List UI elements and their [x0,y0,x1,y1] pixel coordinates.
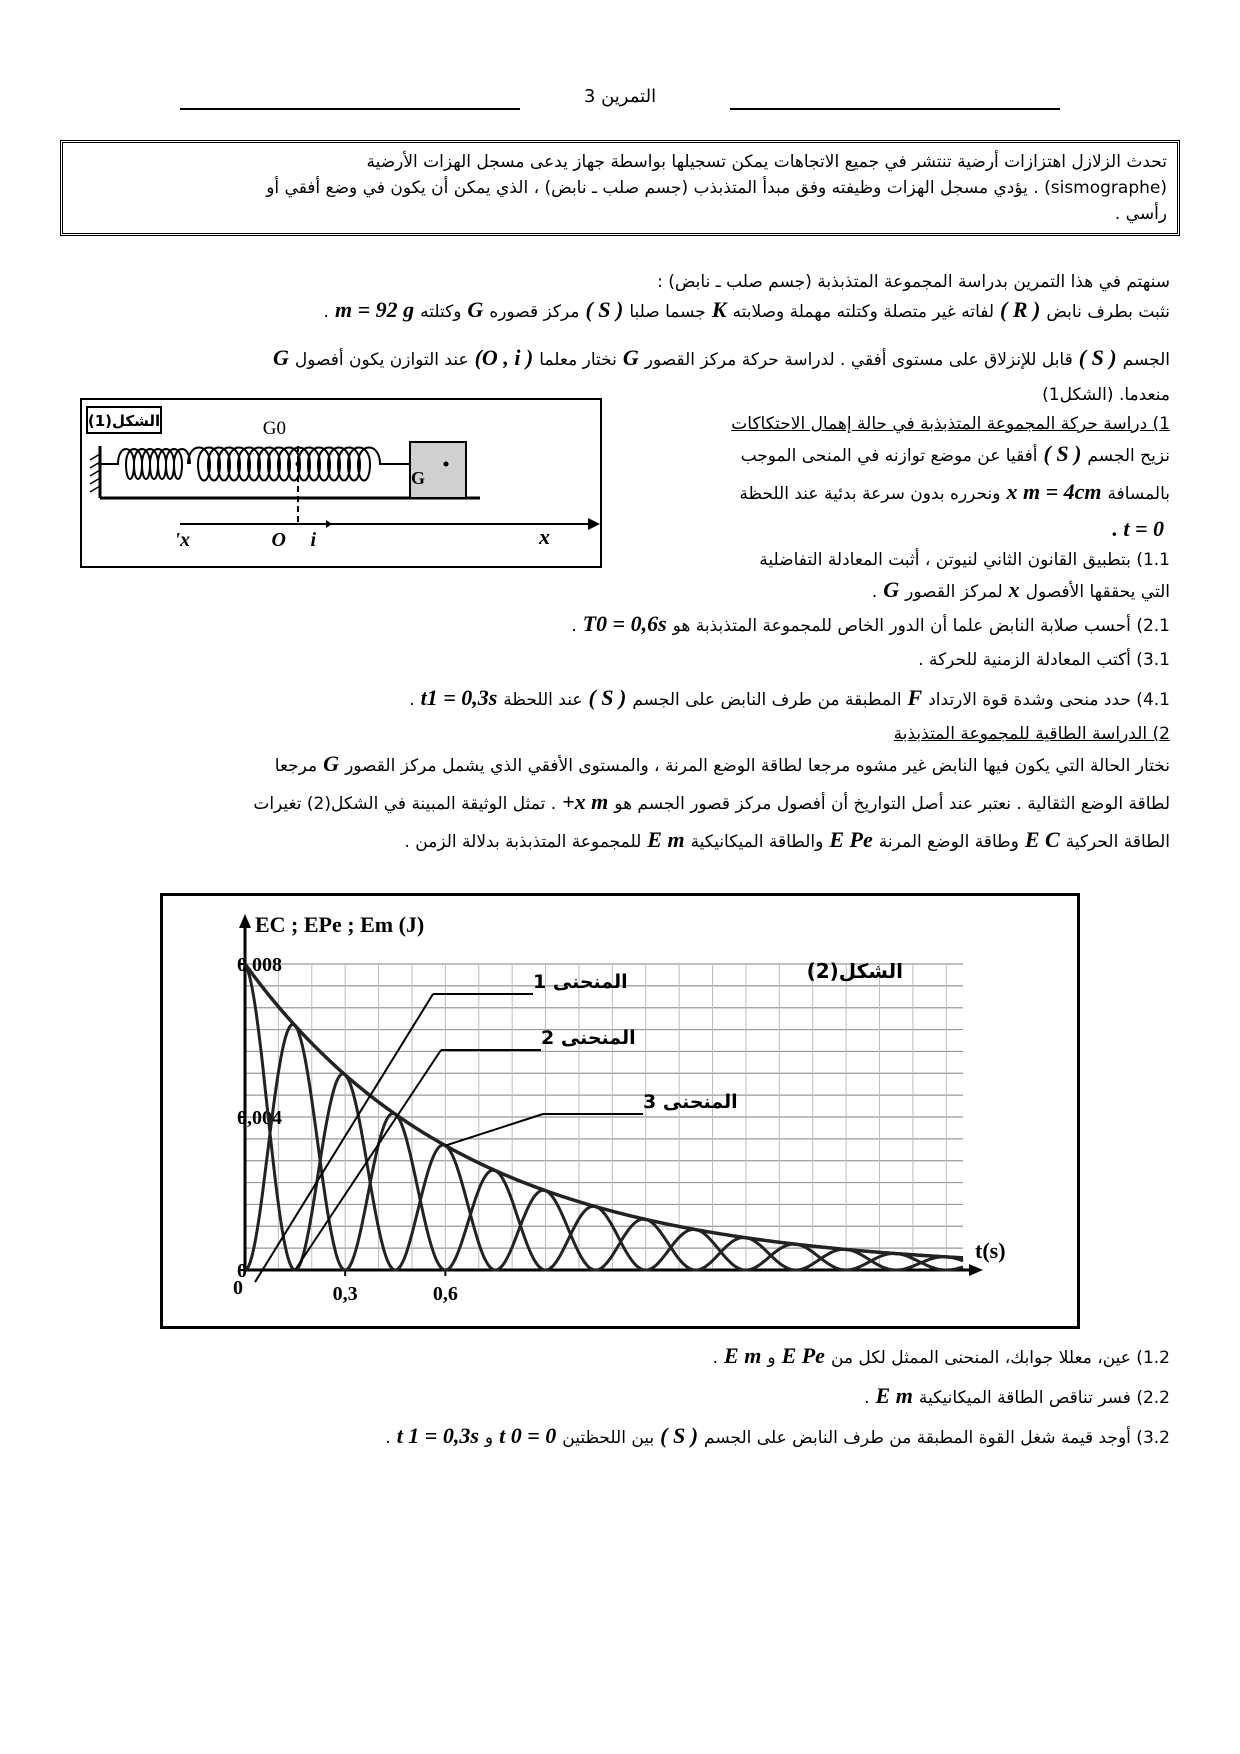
question-3-1: 3.1) أكتب المعادلة الزمنية للحركة . [918,650,1170,670]
curve-kinetic [245,1024,963,1270]
title-rule-left [180,108,520,110]
section-2-heading: 2) الدراسة الطاقية للمجموعة المتذبذبة [893,724,1170,744]
y-tick-label: 0,008 [237,954,282,976]
curve-label-pointer [445,1114,543,1146]
paragraph-1: سنهتم في هذا التمرين بدراسة المجموعة المتذبذبة (جسم صلب ـ نابض) : [657,272,1170,292]
figure-1-spring-diagram [80,398,602,568]
paragraph-3: الجسم( S )قابل للإنزلاق على مستوى أفقي . لدراسة حركة مركز القصورGنختار معلما(O , i )عند التوازن يكون أفصولG [272,345,1170,370]
label-i: i [310,529,316,551]
section-2-line-2: لطاقة الوضع الثقالية . نعتبر عند أصل التواريخ أن أفصول مركز قصور الجسم هو+x m. تمثل الوثيقة المبينة في الشكل(2) تغيرات [253,789,1170,814]
section-2-line-3: الطاقة الحركيةE Cوطاقة الوضع المرنةE Peوالطاقة الميكانيكيةE mللمجموعة المتذبذبة بدلالة الزمن . [404,827,1170,852]
x-tick-label: 0,6 [432,1283,458,1305]
section-1-line-2: بالمسافةx m = 4cmونحرره بدون سرعة بدئية عند اللحظة [739,479,1170,504]
y-axis-label: EC ; EPe ; Em (J) [255,912,425,937]
section-1-line-3: . t = 0 [1112,516,1164,541]
chart-title: الشكل(2) [806,959,903,983]
label-x: x [539,524,550,549]
curve-label: المنحنى 2 [541,1027,636,1049]
question-2-1: 2.1) أحسب صلابة النابض علما أن الدور الخاص للمجموعة المتذبذبة هوT0 = 0,6s. [571,611,1170,636]
question-4-1: 4.1) حدد منحى وشدة قوة الارتدادFالمطبقة من طرف النابض على الجسم( S )عند اللحظةt1 = 0,3s. [409,685,1170,710]
label-x-prime: x' [174,529,190,551]
section-1-heading: 1) دراسة حركة المجموعة المتذبذبة في حالة إهمال الاحتكاكات [731,414,1170,434]
x-axis-label: t(s) [975,1238,1006,1263]
section-1-line-1: نزيح الجسم( S )أفقيا عن موضع توازنه في المنحى الموجب [740,441,1170,466]
figure-2-chart-frame [160,893,1080,1329]
label-O: O [271,529,286,551]
question-3-2: 3.2) أوجد قيمة شغل القوة المطبقة من طرف النابض على الجسم( S )بين اللحظتينt 0 = 0وt 1 = 0,3s. [385,1423,1170,1448]
curve-label: المنحنى 1 [533,971,628,993]
x-origin-label: 0 [233,1277,243,1299]
curve-label-pointer [295,1050,441,1270]
question-2-2: 2.2) فسر تناقص الطاقة الميكانيكيةE m. [864,1383,1170,1408]
figure-1-label: الشكل(1) [87,412,161,430]
curve-label: المنحنى 3 [643,1091,738,1113]
energy-chart [163,896,1077,1326]
question-1-2: 1.2) عين، معللا جوابك، المنحنى الممثل لكل منE PeوE m. [712,1343,1170,1368]
y-tick-label: 0,004 [237,1107,282,1129]
title-bar [180,86,1060,116]
intro-line-1: تحدث الزلازل اهتزازات أرضية تنتشر في جميع الاتجاهات يمكن تسجيلها بواسطة جهاز يدعى مسجل الهزات الأرضية [366,152,1167,172]
label-G0: G0 [262,418,286,439]
paragraph-4: منعدما. (الشكل1) [1042,385,1170,405]
intro-box [60,140,1180,236]
paragraph-2: نثبت بطرف نابض( R )لفاته غير متصلة وكتلته مهملة وصلابتهKجسما صلبا( S )مركز قصورهGوكتلتهm = 92 g. [323,297,1170,322]
x-tick-label: 0,3 [332,1283,358,1305]
question-1-1: 1.1) بتطبيق القانون الثاني لنيوتن ، أثبت المعادلة التفاضلية [759,550,1170,570]
x-axis-arrow [969,1264,983,1276]
page-title: التمرين 3 [576,86,664,107]
y-tick-label: 0 [237,1260,247,1282]
title-rule-right [730,108,1060,110]
intro-line-2: (sismographe) . يؤدي مسجل الهزات وظيفته وفق مبدأ المتذبذب (جسم صلب ـ نابض) ، الذي يمكن أن يكون في وضع أفقي أو [266,178,1167,198]
svg-text:G: G [410,468,425,488]
section-2-line-1: نختار الحالة التي يكون فيها النابض غير مشوه مرجعا لطاقة الوضع المرنة ، والمستوى الأفقي الذي يشمل مركز القصورGمرجعا [274,751,1170,776]
question-1-1-b: التي يحققها الأفصولxلمركز القصورG. [871,577,1170,602]
y-axis-arrow [239,914,251,928]
intro-line-3: رأسي . [1114,204,1167,224]
